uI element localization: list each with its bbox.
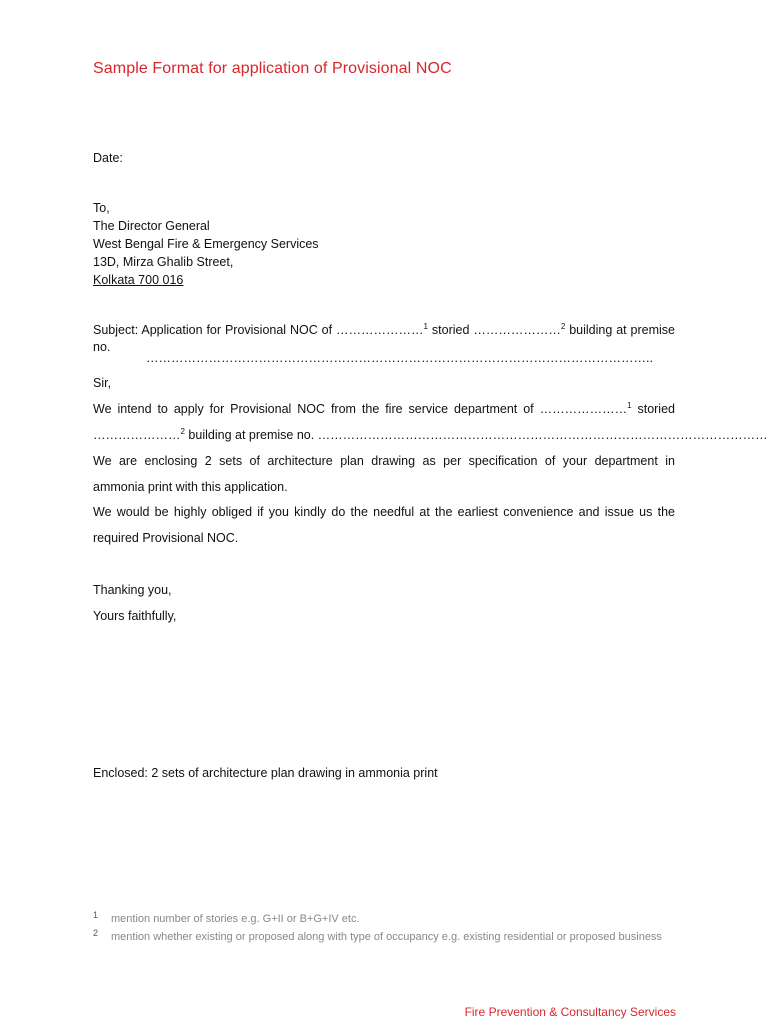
footnote-1 [93, 912, 675, 927]
paragraph-1-line-2 [93, 427, 768, 444]
address-line-1: The Director General [93, 219, 210, 233]
paragraph-2-line-1: We are enclosing 2 sets of architecture plan drawing as per specification of your department in [93, 454, 675, 468]
date-label: Date: [93, 151, 123, 165]
footnote-2 [93, 930, 675, 960]
closing-thanks: Thanking you, [93, 583, 172, 597]
footnote-1-text: mention number of stories e.g. G+II or B+G+IV etc. [111, 913, 360, 925]
address-line-4: Kolkata 700 016 [93, 273, 184, 287]
subject-part-3: building at premise no. [93, 323, 675, 354]
paragraph-3-line-1: We would be highly obliged if you kindly do the needful at the earliest convenience and issue us the [93, 505, 675, 519]
address-line-3: 13D, Mirza Ghalib Street, [93, 255, 234, 269]
enclosure-note: Enclosed: 2 sets of architecture plan drawing in ammonia print [93, 766, 438, 780]
footnote-1-number: 1 [93, 910, 99, 920]
subject-premise-line: ………………………………………………………………………………………………………….. [146, 351, 653, 365]
para1-part-2: storied [631, 402, 675, 416]
footnote-ref-2: 2 [560, 321, 566, 331]
document-title: Sample Format for application of Provisional NOC [93, 60, 452, 77]
address-line-2: West Bengal Fire & Emergency Services [93, 237, 319, 251]
footnote-2-number: 2 [93, 928, 99, 938]
subject-part-2: storied ………………… [427, 323, 561, 337]
footnote-2-text: mention whether existing or proposed along with type of occupancy e.g. existing residential or proposed business [111, 931, 662, 943]
para1-line2-part-2: building at premise no. ……………………………………………………………………………………………… [184, 428, 768, 442]
paragraph-1-line-1 [93, 401, 675, 418]
address-to: To, [93, 201, 110, 215]
salutation: Sir, [93, 376, 112, 390]
paragraph-3-line-2: required Provisional NOC. [93, 531, 239, 545]
closing-yours: Yours faithfully, [93, 609, 177, 623]
paragraph-2-line-2: ammonia print with this application. [93, 480, 288, 494]
footer-company: Fire Prevention & Consultancy Services [464, 1005, 676, 1019]
footnote-ref-2: 2 [180, 426, 185, 436]
para1-line2-part-1: ………………… [93, 428, 181, 442]
para1-part-1: We intend to apply for Provisional NOC from the fire service department of ………………… [93, 402, 628, 416]
footnote-ref-1: 1 [627, 400, 632, 410]
footnote-ref-1: 1 [423, 321, 428, 331]
subject-part-1: Subject: Application for Provisional NOC of ………………… [93, 323, 424, 337]
